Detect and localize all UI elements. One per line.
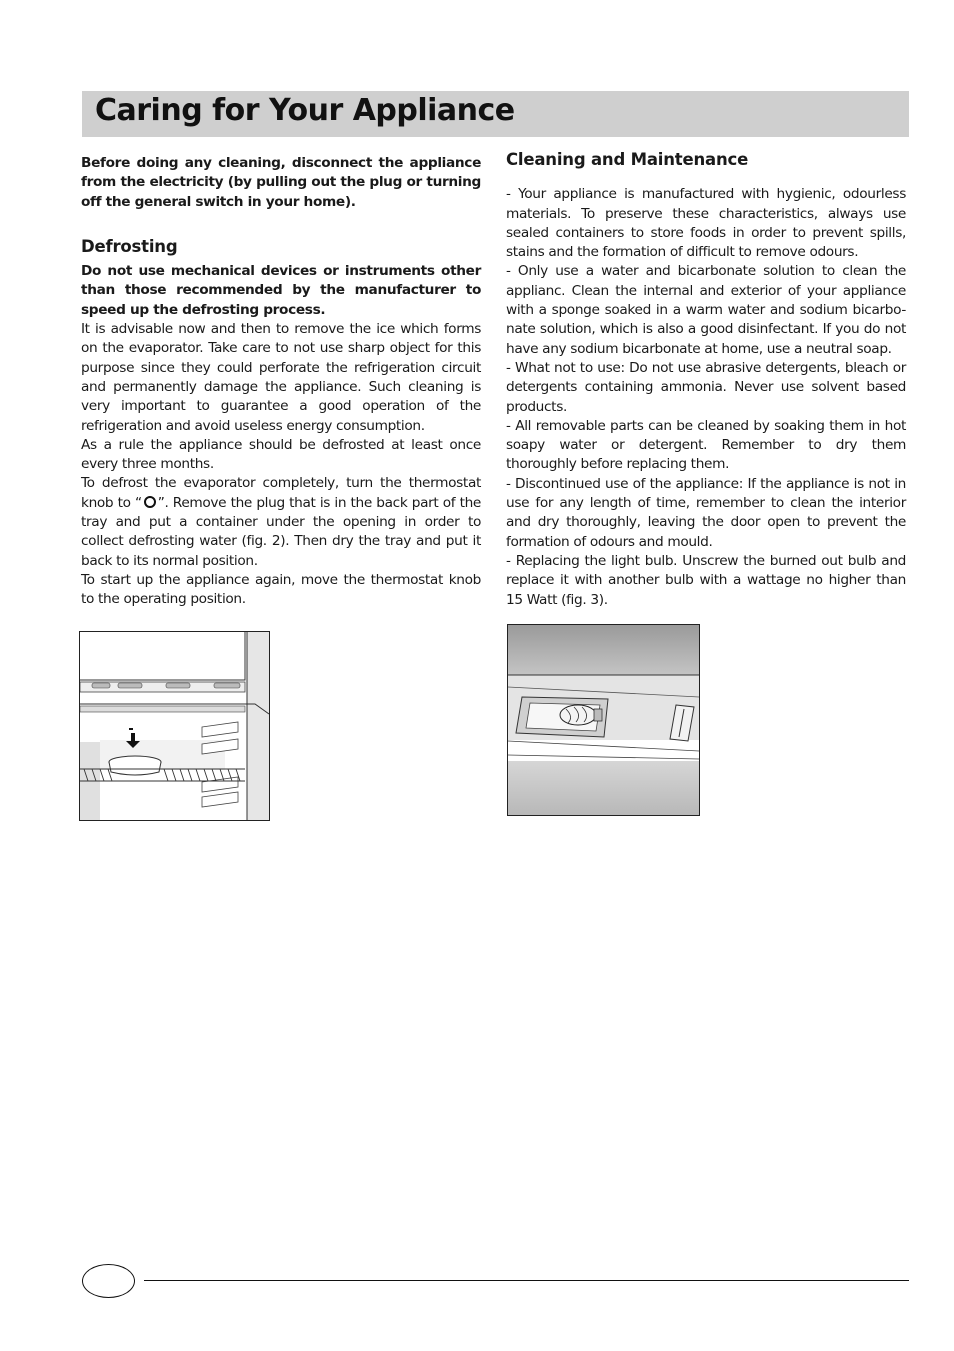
defrosting-heading: Defrosting xyxy=(81,236,178,256)
defrosting-paragraph-3 xyxy=(81,474,481,570)
defrosting-paragraph-3-start: To defrost the evaporator completely, turn the thermostat knob to “ xyxy=(81,475,481,511)
cleaning-item-2: - Only use a water and bicarbonate solution to clean the applianc. Clean the internal and exterior of your appliance with a sponge soaked in a warm water and sodium bicarbo-nate solution, which is also a good disinfectant. If you do not have any sodium bicarbonate at home, use a neutral soap. xyxy=(506,263,906,357)
intro-warning: Before doing any cleaning, disconnect the appliance from the electricity (by pulling out the plug or turning off the general switch in your home). xyxy=(81,155,481,210)
defrosting-paragraph-4: To start up the appliance again, move the thermostat knob to the operating position. xyxy=(81,571,481,608)
page-number-oval xyxy=(82,1264,135,1298)
thermostat-off-symbol-icon xyxy=(144,496,156,508)
cleaning-item-1: - Your appliance is manufactured with hygienic, odourless materials. To preserve these characteristics, always use sealed containers to store foods in order to prevent spills, stains and the formation of difficult to remove odours. xyxy=(506,186,906,261)
right-column xyxy=(506,150,906,610)
cleaning-item-4: - All removable parts can be cleaned by soaking them in hot soapy water or detergent. Remember to dry them thoroughly before replacing them. xyxy=(506,417,906,473)
defrosting-warning: Do not use mechanical devices or instruments other than those recommended by the manufacturer to speed up the defrosting process. xyxy=(81,263,481,318)
cleaning-item-5: - Discontinued use of the appliance: If the appliance is not in use for any length of time, remember to clean the interior and dry thoroughly, leaving the door open to prevent the formation of odours and mould. xyxy=(506,475,906,550)
defrosting-paragraph-1: It is advisable now and then to remove the ice which forms on the evaporator. Take care to not use sharp object for this purpose since they could perforate the refrigeration circuit and permanently damage the appliance. Such cleaning is very important to guarantee a good operation of the refrigeration and avoid useless energy consumption. xyxy=(81,321,481,434)
cleaning-item-6: - Replacing the light bulb. Unscrew the burned out bulb and replace it with another bulb with a wattage no higher than 15 Watt (fig. 3). xyxy=(506,552,906,608)
defrosting-paragraph-2: As a rule the appliance should be defrosted at least once every three months. xyxy=(81,436,481,473)
cleaning-heading: Cleaning and Maintenance xyxy=(506,150,749,169)
defrost-tray-drawing xyxy=(80,632,269,820)
left-column xyxy=(81,154,481,610)
cleaning-item-3: - What not to use: Do not use abrasive detergents, bleach or detergents containing ammonia. Never use solvent based products. xyxy=(506,359,906,415)
title-bar xyxy=(82,91,909,137)
page-title: Caring for Your Appliance xyxy=(95,93,515,128)
light-bulb-drawing xyxy=(508,625,699,815)
light-bulb-illustration xyxy=(507,624,700,816)
footer-rule xyxy=(144,1280,909,1281)
defrosting-paragraph-3-end: ”. Remove the plug that is in the back part of the tray and put a container under the opening in order to collect defrosting water (fig. 2). Then dry the tray and put it back to its normal position. xyxy=(81,494,481,569)
defrost-tray-illustration xyxy=(79,631,270,821)
